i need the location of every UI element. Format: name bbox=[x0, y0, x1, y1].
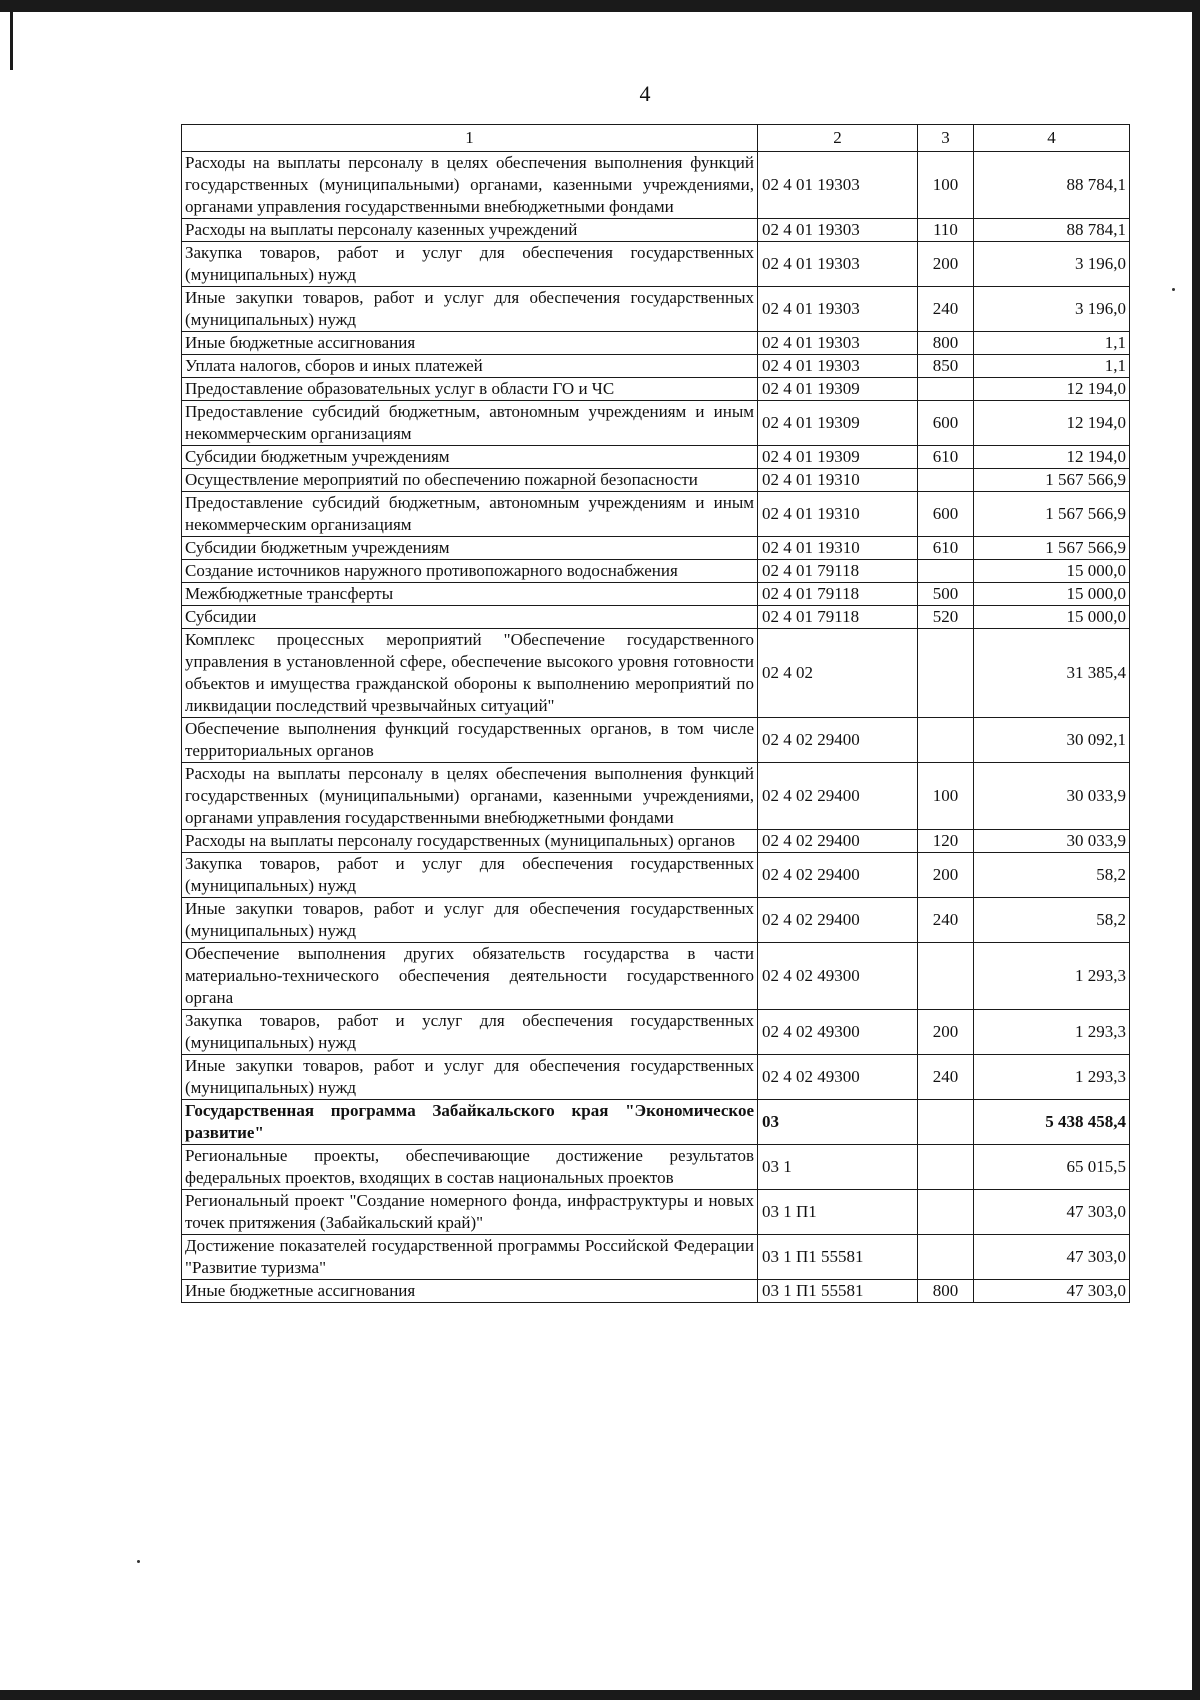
target-article-code-cell: 02 4 02 29400 bbox=[758, 830, 918, 853]
expense-name-cell: Субсидии бюджетным учреждениям bbox=[182, 537, 758, 560]
expense-type-code-cell: 500 bbox=[918, 583, 974, 606]
expense-name-cell: Межбюджетные трансферты bbox=[182, 583, 758, 606]
target-article-code-cell: 03 1 П1 55581 bbox=[758, 1235, 918, 1280]
expense-type-code-cell bbox=[918, 943, 974, 1010]
target-article-code-cell: 02 4 01 19303 bbox=[758, 287, 918, 332]
table-row bbox=[182, 152, 1130, 219]
expense-name-cell: Иные бюджетные ассигнования bbox=[182, 1280, 758, 1303]
amount-cell: 65 015,5 bbox=[974, 1145, 1130, 1190]
target-article-code-cell: 03 1 П1 bbox=[758, 1190, 918, 1235]
amount-cell: 3 196,0 bbox=[974, 242, 1130, 287]
amount-cell: 58,2 bbox=[974, 898, 1130, 943]
table-row bbox=[182, 378, 1130, 401]
expense-name-cell: Субсидии bbox=[182, 606, 758, 629]
expense-name-cell: Закупка товаров, работ и услуг для обеспечения государственных (муниципальных) нужд bbox=[182, 1010, 758, 1055]
column-header: 1 bbox=[182, 125, 758, 152]
expense-name-cell: Закупка товаров, работ и услуг для обеспечения государственных (муниципальных) нужд bbox=[182, 853, 758, 898]
amount-cell: 47 303,0 bbox=[974, 1280, 1130, 1303]
amount-cell: 1 567 566,9 bbox=[974, 537, 1130, 560]
expense-name-cell: Региональный проект "Создание номерного фонда, инфраструктуры и новых точек притяжения (Забайкальский край)" bbox=[182, 1190, 758, 1235]
expense-type-code-cell bbox=[918, 378, 974, 401]
amount-cell: 15 000,0 bbox=[974, 560, 1130, 583]
amount-cell: 3 196,0 bbox=[974, 287, 1130, 332]
amount-cell: 12 194,0 bbox=[974, 378, 1130, 401]
expense-type-code-cell bbox=[918, 469, 974, 492]
table-row bbox=[182, 718, 1130, 763]
target-article-code-cell: 02 4 01 79118 bbox=[758, 583, 918, 606]
target-article-code-cell: 02 4 02 bbox=[758, 629, 918, 718]
expense-type-code-cell: 520 bbox=[918, 606, 974, 629]
amount-cell: 12 194,0 bbox=[974, 446, 1130, 469]
target-article-code-cell: 02 4 02 29400 bbox=[758, 718, 918, 763]
table-row bbox=[182, 1100, 1130, 1145]
expense-name-cell: Иные закупки товаров, работ и услуг для обеспечения государственных (муниципальных) нужд bbox=[182, 287, 758, 332]
amount-cell: 58,2 bbox=[974, 853, 1130, 898]
amount-cell: 88 784,1 bbox=[974, 219, 1130, 242]
target-article-code-cell: 02 4 01 19309 bbox=[758, 446, 918, 469]
expense-type-code-cell bbox=[918, 629, 974, 718]
column-header: 3 bbox=[918, 125, 974, 152]
amount-cell: 1,1 bbox=[974, 332, 1130, 355]
expense-name-cell: Иные закупки товаров, работ и услуг для обеспечения государственных (муниципальных) нужд bbox=[182, 1055, 758, 1100]
expense-type-code-cell bbox=[918, 1100, 974, 1145]
table-row bbox=[182, 853, 1130, 898]
target-article-code-cell: 02 4 01 19310 bbox=[758, 469, 918, 492]
target-article-code-cell: 02 4 02 29400 bbox=[758, 898, 918, 943]
table-row bbox=[182, 355, 1130, 378]
amount-cell: 88 784,1 bbox=[974, 152, 1130, 219]
target-article-code-cell: 02 4 01 19309 bbox=[758, 378, 918, 401]
expense-type-code-cell bbox=[918, 718, 974, 763]
expense-type-code-cell bbox=[918, 560, 974, 583]
expense-name-cell: Предоставление субсидий бюджетным, автономным учреждениям и иным некоммерческим организациям bbox=[182, 492, 758, 537]
table-row bbox=[182, 469, 1130, 492]
table-row bbox=[182, 763, 1130, 830]
table-row bbox=[182, 401, 1130, 446]
table-row bbox=[182, 446, 1130, 469]
page-number: 4 bbox=[639, 81, 651, 106]
expense-name-cell: Создание источников наружного противопожарного водоснабжения bbox=[182, 560, 758, 583]
expense-name-cell: Субсидии бюджетным учреждениям bbox=[182, 446, 758, 469]
expense-name-cell: Расходы на выплаты персоналу в целях обеспечения выполнения функций государственных (муниципальными) органами, казенными учреждениями, органами управления государственными внебюджетными фондами bbox=[182, 152, 758, 219]
expense-type-code-cell: 600 bbox=[918, 401, 974, 446]
table-row bbox=[182, 537, 1130, 560]
table-row bbox=[182, 560, 1130, 583]
table-row bbox=[182, 1010, 1130, 1055]
table-row bbox=[182, 1145, 1130, 1190]
table-row bbox=[182, 830, 1130, 853]
expense-type-code-cell: 100 bbox=[918, 152, 974, 219]
amount-cell: 30 033,9 bbox=[974, 830, 1130, 853]
target-article-code-cell: 03 1 bbox=[758, 1145, 918, 1190]
expense-name-cell: Закупка товаров, работ и услуг для обеспечения государственных (муниципальных) нужд bbox=[182, 242, 758, 287]
target-article-code-cell: 02 4 01 19303 bbox=[758, 242, 918, 287]
target-article-code-cell: 02 4 01 19310 bbox=[758, 492, 918, 537]
expense-name-cell: Уплата налогов, сборов и иных платежей bbox=[182, 355, 758, 378]
column-header: 2 bbox=[758, 125, 918, 152]
target-article-code-cell: 02 4 02 29400 bbox=[758, 763, 918, 830]
target-article-code-cell: 02 4 01 19303 bbox=[758, 219, 918, 242]
amount-cell: 30 092,1 bbox=[974, 718, 1130, 763]
table-header-row bbox=[182, 125, 1130, 152]
scan-border-right bbox=[1192, 0, 1200, 1700]
expense-name-cell: Иные закупки товаров, работ и услуг для обеспечения государственных (муниципальных) нужд bbox=[182, 898, 758, 943]
expense-type-code-cell: 610 bbox=[918, 446, 974, 469]
amount-cell: 1 567 566,9 bbox=[974, 469, 1130, 492]
expense-name-cell: Расходы на выплаты персоналу государственных (муниципальных) органов bbox=[182, 830, 758, 853]
expense-name-cell: Предоставление образовательных услуг в области ГО и ЧС bbox=[182, 378, 758, 401]
amount-cell: 12 194,0 bbox=[974, 401, 1130, 446]
expense-type-code-cell: 200 bbox=[918, 853, 974, 898]
expense-name-cell: Расходы на выплаты персоналу казенных учреждений bbox=[182, 219, 758, 242]
expense-type-code-cell: 800 bbox=[918, 1280, 974, 1303]
target-article-code-cell: 02 4 01 19310 bbox=[758, 537, 918, 560]
table-row bbox=[182, 1280, 1130, 1303]
expense-type-code-cell: 800 bbox=[918, 332, 974, 355]
expense-type-code-cell bbox=[918, 1145, 974, 1190]
expense-name-cell: Иные бюджетные ассигнования bbox=[182, 332, 758, 355]
expense-type-code-cell: 240 bbox=[918, 1055, 974, 1100]
table-row bbox=[182, 1235, 1130, 1280]
expense-name-cell: Расходы на выплаты персоналу в целях обеспечения выполнения функций государственных (муниципальными) органами, казенными учреждениями, органами управления государственными внебюджетными фондами bbox=[182, 763, 758, 830]
table-row bbox=[182, 606, 1130, 629]
table-row bbox=[182, 943, 1130, 1010]
expense-name-cell: Государственная программа Забайкальского края "Экономическое развитие" bbox=[182, 1100, 758, 1145]
scan-border-left bbox=[10, 0, 13, 70]
table-row bbox=[182, 583, 1130, 606]
table-row bbox=[182, 219, 1130, 242]
expense-type-code-cell: 850 bbox=[918, 355, 974, 378]
expense-type-code-cell: 120 bbox=[918, 830, 974, 853]
expense-name-cell: Осуществление мероприятий по обеспечению пожарной безопасности bbox=[182, 469, 758, 492]
table-row bbox=[182, 629, 1130, 718]
expense-type-code-cell: 610 bbox=[918, 537, 974, 560]
table-row bbox=[182, 1055, 1130, 1100]
expense-name-cell: Обеспечение выполнения функций государственных органов, в том числе территориальных органов bbox=[182, 718, 758, 763]
target-article-code-cell: 02 4 02 49300 bbox=[758, 1010, 918, 1055]
expense-type-code-cell: 100 bbox=[918, 763, 974, 830]
table-row bbox=[182, 492, 1130, 537]
amount-cell: 15 000,0 bbox=[974, 606, 1130, 629]
expense-type-code-cell: 240 bbox=[918, 898, 974, 943]
amount-cell: 1,1 bbox=[974, 355, 1130, 378]
target-article-code-cell: 02 4 01 19303 bbox=[758, 332, 918, 355]
target-article-code-cell: 02 4 01 19309 bbox=[758, 401, 918, 446]
amount-cell: 47 303,0 bbox=[974, 1190, 1130, 1235]
scan-speck bbox=[1172, 288, 1175, 291]
expense-type-code-cell: 110 bbox=[918, 219, 974, 242]
target-article-code-cell: 02 4 01 79118 bbox=[758, 560, 918, 583]
expense-type-code-cell: 200 bbox=[918, 242, 974, 287]
amount-cell: 1 567 566,9 bbox=[974, 492, 1130, 537]
budget-table bbox=[181, 124, 1130, 1303]
expense-type-code-cell bbox=[918, 1235, 974, 1280]
amount-cell: 31 385,4 bbox=[974, 629, 1130, 718]
target-article-code-cell: 02 4 01 79118 bbox=[758, 606, 918, 629]
target-article-code-cell: 02 4 01 19303 bbox=[758, 355, 918, 378]
expense-type-code-cell: 240 bbox=[918, 287, 974, 332]
expense-type-code-cell: 200 bbox=[918, 1010, 974, 1055]
amount-cell: 5 438 458,4 bbox=[974, 1100, 1130, 1145]
amount-cell: 1 293,3 bbox=[974, 1010, 1130, 1055]
expense-name-cell: Региональные проекты, обеспечивающие достижение результатов федеральных проектов, входящих в состав национальных проектов bbox=[182, 1145, 758, 1190]
column-header: 4 bbox=[974, 125, 1130, 152]
target-article-code-cell: 02 4 01 19303 bbox=[758, 152, 918, 219]
target-article-code-cell: 03 1 П1 55581 bbox=[758, 1280, 918, 1303]
table-row bbox=[182, 1190, 1130, 1235]
target-article-code-cell: 03 bbox=[758, 1100, 918, 1145]
table-row bbox=[182, 898, 1130, 943]
scan-border-bottom bbox=[0, 1690, 1200, 1700]
expense-name-cell: Комплекс процессных мероприятий "Обеспечение государственного управления в установленной сфере, обеспечение высокого уровня готовности объектов и имущества гражданской обороны к выполнению мероприятий по ликвидации последствий чрезвычайных ситуаций" bbox=[182, 629, 758, 718]
table-row bbox=[182, 332, 1130, 355]
expense-name-cell: Достижение показателей государственной программы Российской Федерации "Развитие туризма" bbox=[182, 1235, 758, 1280]
amount-cell: 30 033,9 bbox=[974, 763, 1130, 830]
expense-name-cell: Предоставление субсидий бюджетным, автономным учреждениям и иным некоммерческим организациям bbox=[182, 401, 758, 446]
table-row bbox=[182, 242, 1130, 287]
amount-cell: 47 303,0 bbox=[974, 1235, 1130, 1280]
amount-cell: 1 293,3 bbox=[974, 1055, 1130, 1100]
expense-type-code-cell: 600 bbox=[918, 492, 974, 537]
target-article-code-cell: 02 4 02 29400 bbox=[758, 853, 918, 898]
target-article-code-cell: 02 4 02 49300 bbox=[758, 1055, 918, 1100]
target-article-code-cell: 02 4 02 49300 bbox=[758, 943, 918, 1010]
amount-cell: 1 293,3 bbox=[974, 943, 1130, 1010]
table-row bbox=[182, 287, 1130, 332]
scan-border-top bbox=[0, 0, 1200, 12]
expense-type-code-cell bbox=[918, 1190, 974, 1235]
amount-cell: 15 000,0 bbox=[974, 583, 1130, 606]
expense-name-cell: Обеспечение выполнения других обязательств государства в части материально-технического обеспечения деятельности государственного органа bbox=[182, 943, 758, 1010]
scan-speck bbox=[137, 1560, 140, 1563]
